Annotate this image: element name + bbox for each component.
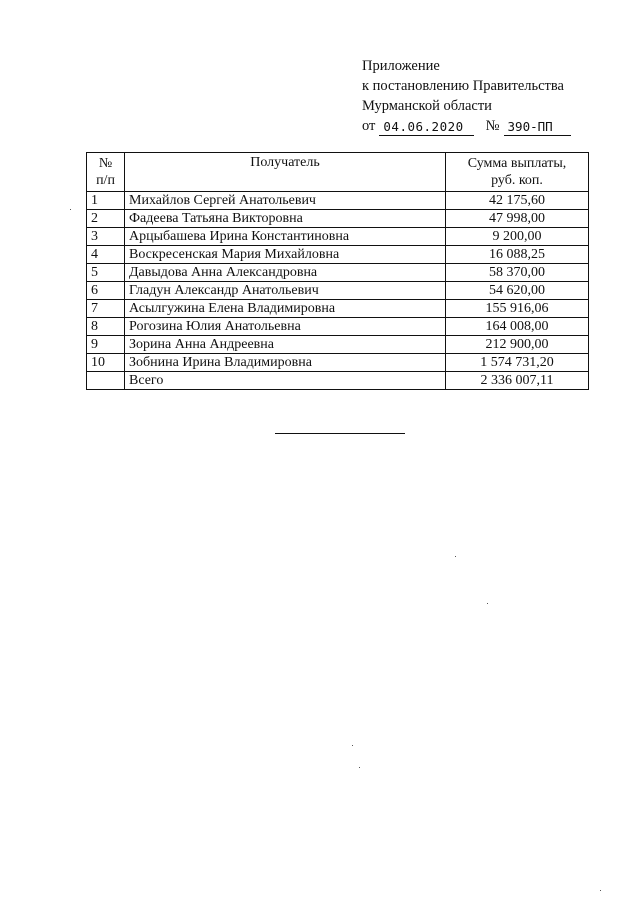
appendix-region: Мурманской области	[362, 98, 492, 114]
scan-speck	[70, 209, 71, 210]
header-amount	[446, 153, 589, 192]
table-row	[87, 210, 589, 228]
appendix-reference: к постановлению Правительства	[362, 78, 564, 94]
table-row	[87, 300, 589, 318]
recipient-name: Зорина Анна Андреевна	[125, 336, 446, 354]
decree-date: 04.06.2020	[379, 119, 473, 136]
scan-speck	[359, 767, 360, 768]
total-label: Всего	[125, 372, 446, 390]
total-amount: 2 336 007,11	[446, 372, 589, 390]
closing-divider	[275, 433, 405, 434]
recipient-name: Арцыбашева Ирина Константиновна	[125, 228, 446, 246]
decree-number: 390-ПП	[504, 119, 571, 136]
table-header-row	[87, 153, 589, 192]
row-number: 10	[87, 354, 125, 372]
header-amount-title: Сумма выплаты,	[467, 156, 567, 171]
appendix-title: Приложение	[362, 58, 440, 74]
scan-speck	[352, 745, 353, 746]
header-number	[87, 153, 125, 192]
header-number-symbol: №	[98, 156, 113, 171]
table-row	[87, 282, 589, 300]
row-number: 3	[87, 228, 125, 246]
table-row	[87, 318, 589, 336]
header-amount-unit: руб. коп.	[491, 173, 543, 188]
recipient-name: Михайлов Сергей Анатольевич	[125, 192, 446, 210]
table-total-row	[87, 372, 589, 390]
recipient-name: Зобнина Ирина Владимировна	[125, 354, 446, 372]
header-number-abbr: п/п	[96, 173, 115, 188]
row-number: 5	[87, 264, 125, 282]
header-recipient: Получатель	[125, 153, 446, 192]
payment-amount: 58 370,00	[446, 264, 589, 282]
table-row	[87, 192, 589, 210]
recipient-name: Фадеева Татьяна Викторовна	[125, 210, 446, 228]
table-row	[87, 264, 589, 282]
total-number-cell	[87, 372, 125, 390]
row-number: 7	[87, 300, 125, 318]
scan-speck	[455, 556, 456, 557]
recipient-name: Давыдова Анна Александровна	[125, 264, 446, 282]
recipient-name: Гладун Александр Анатольевич	[125, 282, 446, 300]
row-number: 8	[87, 318, 125, 336]
payment-amount: 47 998,00	[446, 210, 589, 228]
row-number: 4	[87, 246, 125, 264]
payment-amount: 1 574 731,20	[446, 354, 589, 372]
payment-amount: 212 900,00	[446, 336, 589, 354]
payment-amount: 9 200,00	[446, 228, 589, 246]
number-prefix: №	[485, 118, 500, 134]
payment-amount: 54 620,00	[446, 282, 589, 300]
payment-amount: 155 916,06	[446, 300, 589, 318]
payment-amount: 16 088,25	[446, 246, 589, 264]
table-row	[87, 246, 589, 264]
decree-date-line	[362, 116, 632, 136]
recipient-name: Рогозина Юлия Анатольевна	[125, 318, 446, 336]
row-number: 2	[87, 210, 125, 228]
recipient-name: Асылгужина Елена Владимировна	[125, 300, 446, 318]
table-row	[87, 354, 589, 372]
payment-amount: 164 008,00	[446, 318, 589, 336]
payment-amount: 42 175,60	[446, 192, 589, 210]
row-number: 6	[87, 282, 125, 300]
date-prefix: от	[362, 118, 376, 134]
row-number: 9	[87, 336, 125, 354]
appendix-header	[362, 56, 632, 136]
table-row	[87, 336, 589, 354]
table-row	[87, 228, 589, 246]
row-number: 1	[87, 192, 125, 210]
recipient-name: Воскресенская Мария Михайловна	[125, 246, 446, 264]
payments-table	[86, 152, 589, 390]
scan-speck	[487, 603, 488, 604]
scan-speck	[600, 890, 601, 891]
